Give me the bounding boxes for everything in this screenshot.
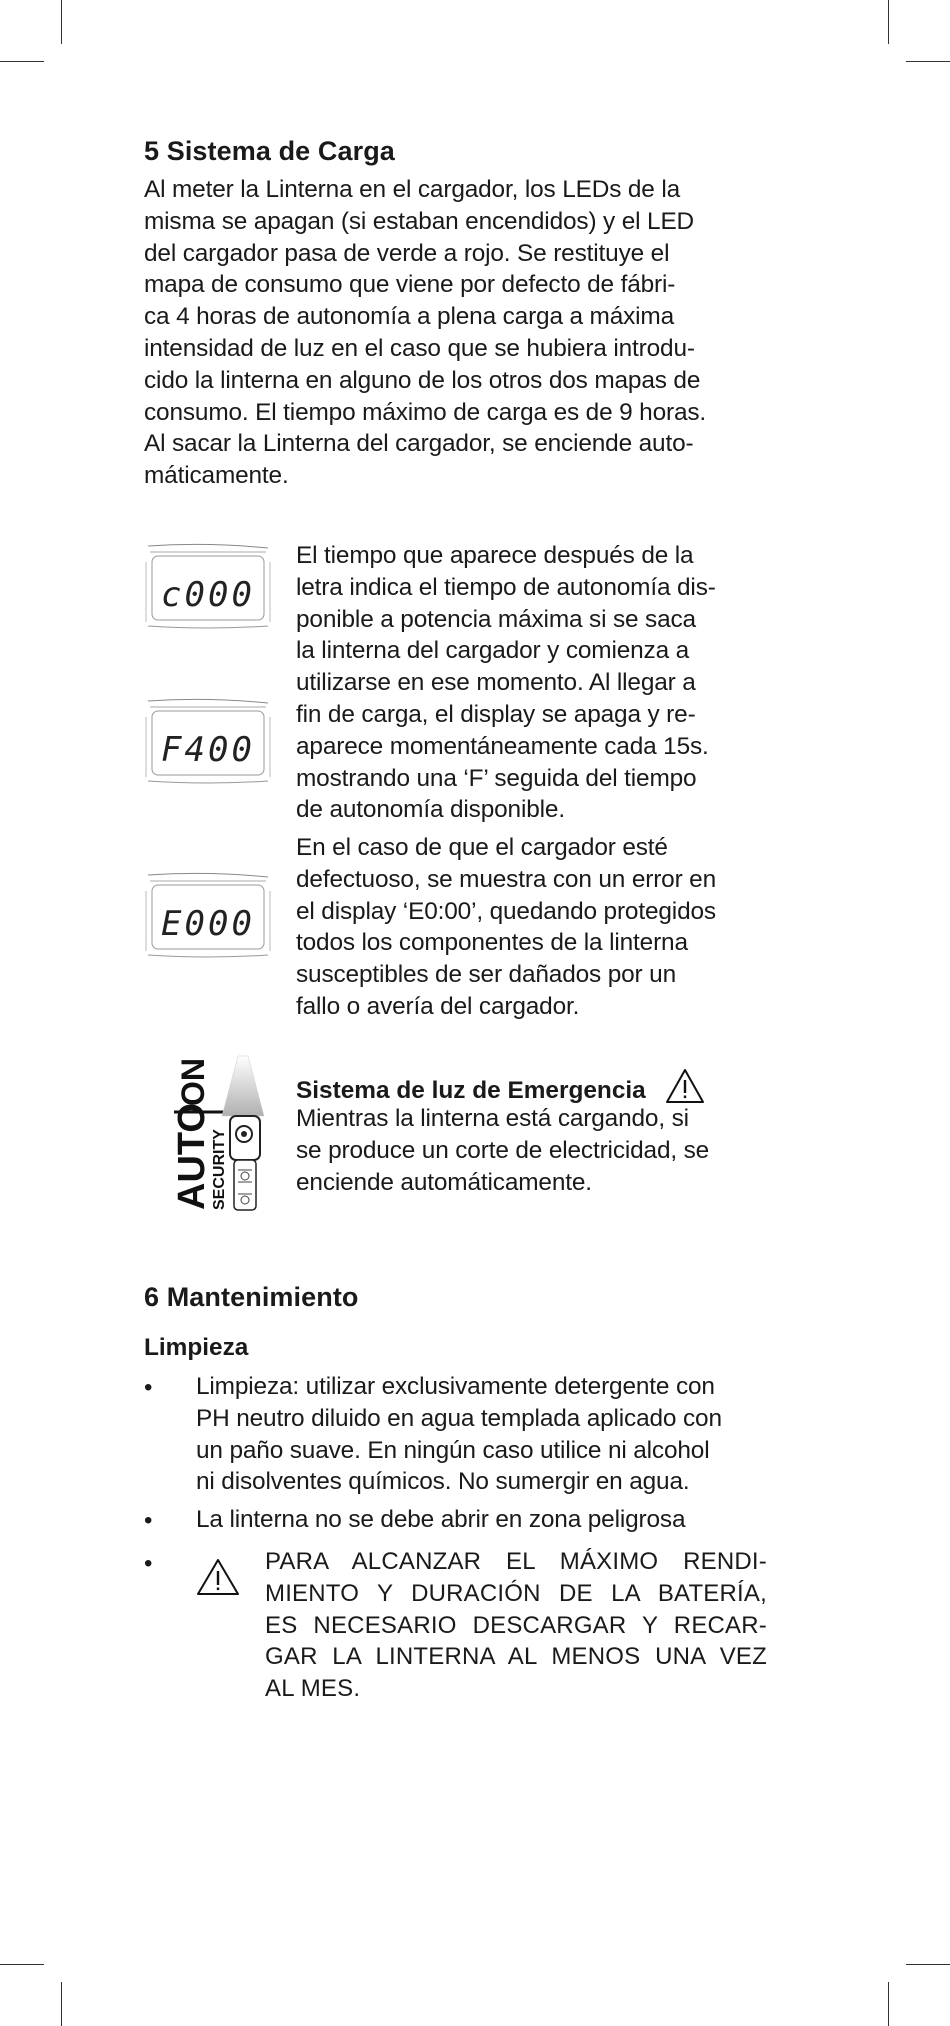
text-line: Mientras la linterna está cargando, si [296,1105,689,1132]
text-line: intensidad de luz en el caso que se hubiera introdu- [144,334,695,362]
crop-mark [906,61,950,62]
text-line: El tiempo que aparece después de la [296,542,694,569]
text-line: fin de carga, el display se apaga y re- [296,700,696,728]
text-line: la linterna del cargador y comienza a [296,637,690,665]
text-line: letra indica el tiempo de autonomía dis- [296,573,716,601]
text-line: ponible a potencia máxima si se saca [296,605,696,633]
bullet-item [196,1371,766,1498]
logo-security-text: SECURITY [211,1129,228,1210]
text-line: La linterna no se debe abrir en zona peligrosa [196,1506,686,1533]
text-line: del cargador pasa de verde a rojo. Se restituye el [144,239,670,267]
subsection-title: Limpieza [144,1334,249,1361]
text-line: AL MES. [265,1675,361,1703]
logo-auto-text: AUTO [171,1103,213,1210]
text-line: defectuoso, se muestra con un error en [296,865,717,893]
text-line: Limpieza: utilizar exclusivamente detergente con [196,1373,715,1400]
bullet: • [144,1507,153,1534]
text-line: enciende automáticamente. [296,1168,592,1196]
text-line: el display ‘E0:00’, quedando protegidos [296,897,716,925]
text-line: mostrando una ‘F’ seguida del tiempo [296,764,697,792]
lcd-display-e000 [144,871,272,961]
crop-mark [888,0,889,44]
section5-paragraph [144,174,774,492]
text-line: de autonomía disponible. [296,796,565,824]
text-line: ni disolventes químicos. No sumergir en agua. [196,1468,690,1496]
text-line: aparece momentáneamente cada 15s. [296,732,709,760]
text-line: fallo o avería del cargador. [296,992,580,1020]
warning-icon [196,1558,240,1601]
text-line: En el caso de que el cargador esté [296,834,668,861]
lcd-readout: E000 [161,904,255,944]
section-title: 5 Sistema de Carga [144,136,395,166]
bullet-item [196,1504,766,1536]
crop-mark [61,0,62,44]
lcd-display-c000 [144,542,272,632]
text-line: GAR LA LINTERNA AL MENOS UNA VEZ [265,1643,767,1671]
text-line: cido la linterna en alguno de los otros dos mapas de [144,366,701,394]
lcd-display-f400 [144,697,272,787]
text-line: un paño suave. En ningún caso utilice ni alcohol [196,1436,710,1464]
crop-mark [0,61,44,62]
emergency-title-text: Sistema de luz de Emergencia [296,1077,646,1104]
display-paragraph-2 [296,832,776,1023]
crop-mark [888,1982,889,2026]
logo-on-text: ON [175,1058,211,1106]
lcd-readout: F400 [161,730,255,770]
text-line: PARA ALCANZAR EL MÁXIMO RENDI- [265,1548,767,1575]
text-line: máticamente. [144,462,289,490]
emergency-paragraph [296,1103,776,1198]
text-line: PH neutro diluido en agua templada aplicado con [196,1404,722,1432]
section-title: 6 Mantenimiento [144,1282,359,1312]
text-line: Al meter la Linterna en el cargador, los LEDs de la [144,176,681,203]
text-line: ES NECESARIO DESCARGAR Y RECAR- [265,1611,767,1639]
crop-mark [0,1964,44,1965]
text-line: utilizarse en ese momento. Al llegar a [296,669,696,697]
text-line: ca 4 horas de autonomía a plena carga a máxima [144,303,675,331]
bullet: • [144,1550,153,1577]
crop-mark [61,1982,62,2026]
text-line: Al sacar la Linterna del cargador, se enciende auto- [144,430,694,458]
auto-security-logo [148,1054,278,1214]
text-line: misma se apagan (si estaban encendidos) y el LED [144,207,695,235]
text-line: todos los componentes de la linterna [296,929,688,957]
lcd-readout: c000 [161,575,255,615]
text-line: consumo. El tiempo máximo de carga es de 9 horas. [144,398,707,426]
display-paragraph-1 [296,540,776,826]
battery-warning [265,1546,767,1705]
bullet: • [144,1374,153,1401]
crop-mark [906,1964,950,1965]
text-line: susceptibles de ser dañados por un [296,961,676,989]
text-line: mapa de consumo que viene por defecto de fábri- [144,271,676,299]
text-line: MIENTO Y DURACIÓN DE LA BATERÍA, [265,1579,767,1607]
text-line: se produce un corte de electricidad, se [296,1136,710,1164]
